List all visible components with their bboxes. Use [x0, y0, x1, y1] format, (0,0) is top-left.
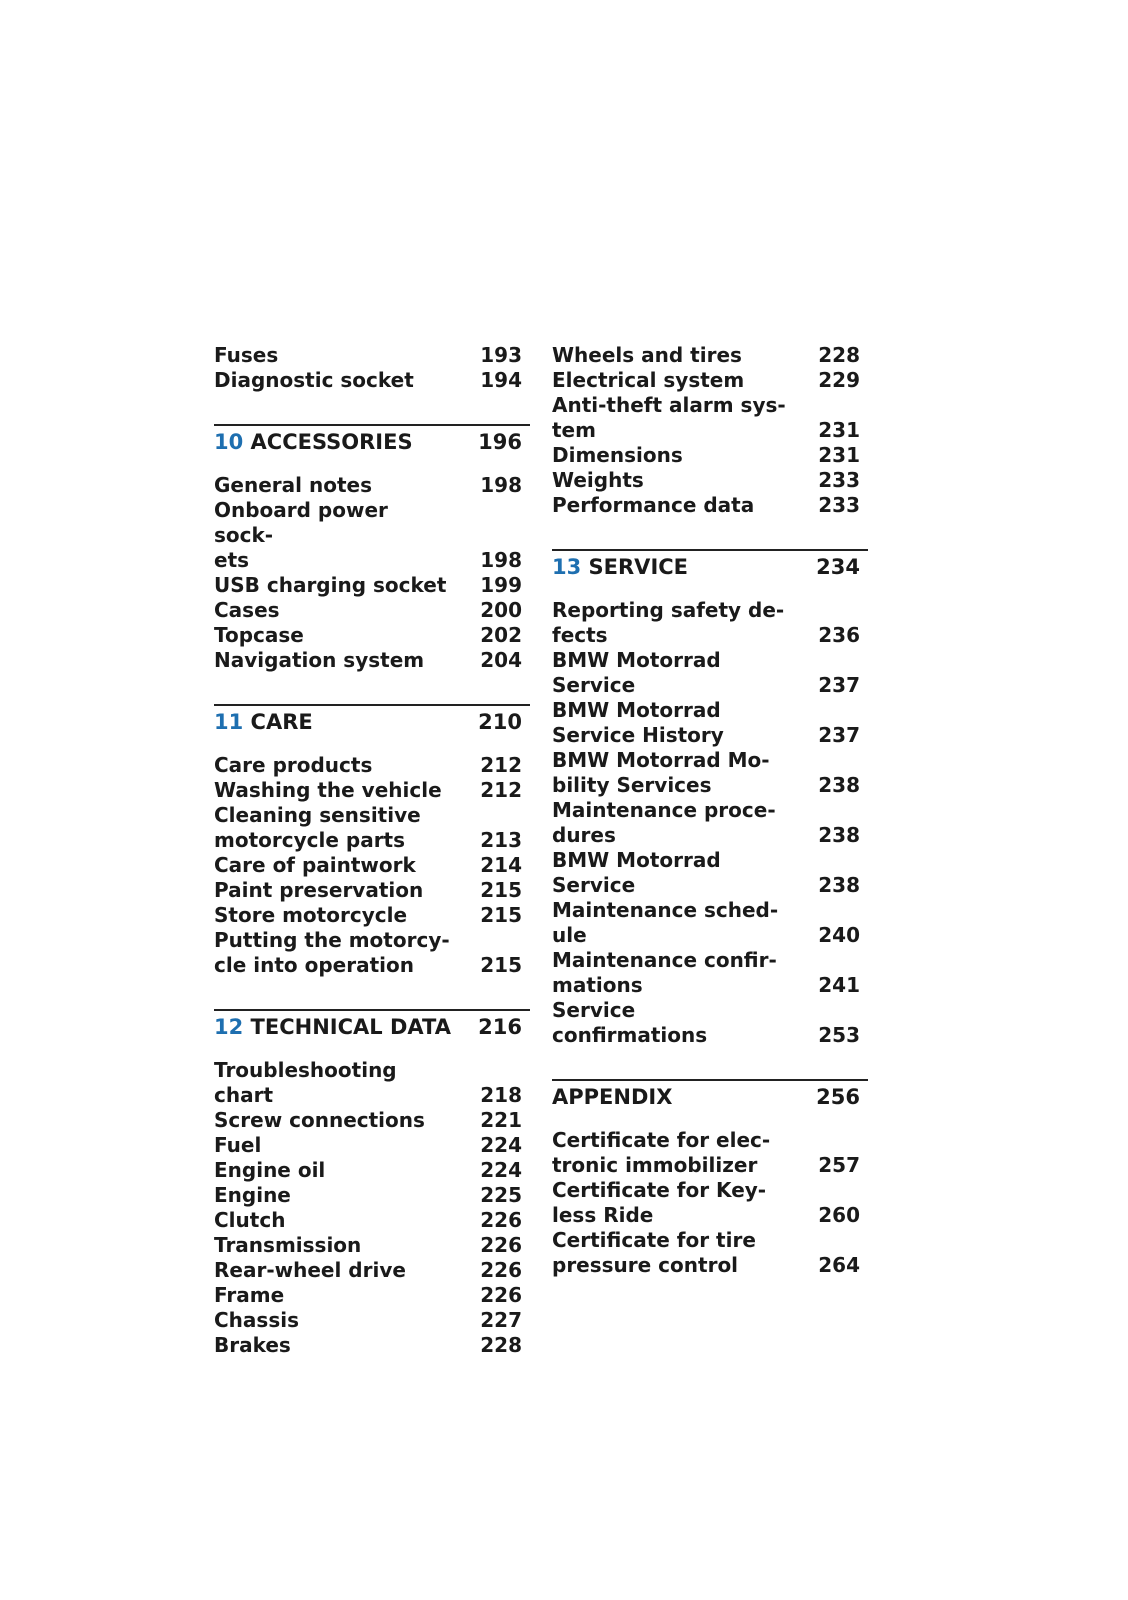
section-page: 196: [478, 430, 522, 454]
toc-entry-title: Certificate for tire pressure control: [552, 1228, 756, 1277]
toc-entry-title: Performance data: [552, 493, 755, 517]
toc-entry[interactable]: [552, 393, 868, 443]
toc-entry-title: Topcase: [214, 623, 304, 647]
toc-entry-page: 202: [480, 623, 522, 647]
toc-entry-page: 226: [480, 1233, 522, 1257]
toc-entry[interactable]: [552, 648, 868, 698]
toc-section-heading[interactable]: [552, 549, 868, 581]
toc-entry-title: Washing the vehicle: [214, 778, 442, 802]
toc-entry-page: 225: [480, 1183, 522, 1207]
toc-entry-title: Diagnostic socket: [214, 368, 414, 392]
toc-entry-title: Screw connections: [214, 1108, 425, 1132]
toc-entry[interactable]: [214, 368, 530, 393]
toc-entry-page: 231: [818, 443, 860, 467]
toc-entry[interactable]: [214, 778, 530, 803]
toc-entry-page: 237: [818, 723, 860, 747]
toc-entry-title: Chassis: [214, 1308, 299, 1332]
toc-entry[interactable]: [214, 648, 530, 673]
section-page: 216: [478, 1015, 522, 1039]
toc-entry-title: BMW Motorrad Service: [552, 848, 721, 897]
toc-entry-title: Anti-theft alarm sys- tem: [552, 393, 786, 442]
toc-entry[interactable]: [552, 493, 868, 518]
toc-entry[interactable]: [214, 803, 530, 853]
toc-entry-title: Fuses: [214, 343, 279, 367]
toc-entry[interactable]: [552, 1228, 868, 1278]
section-page: 210: [478, 710, 522, 734]
toc-entry-title: Rear-wheel drive: [214, 1258, 406, 1282]
toc-entry[interactable]: [552, 848, 868, 898]
toc-entry-title: BMW Motorrad Service History: [552, 698, 724, 747]
toc-entry-title: Care products: [214, 753, 373, 777]
toc-entry[interactable]: [214, 1283, 530, 1308]
toc-entry-title: Maintenance sched- ule: [552, 898, 779, 947]
toc-entry-page: 226: [480, 1208, 522, 1232]
toc-entry-title: Cases: [214, 598, 280, 622]
toc-entry-page: 233: [818, 493, 860, 517]
toc-entry-page: 212: [480, 753, 522, 777]
toc-entry-title: Reporting safety de- fects: [552, 598, 785, 647]
toc-entry[interactable]: [214, 473, 530, 498]
toc-entry[interactable]: [214, 1333, 530, 1358]
toc-entry-title: General notes: [214, 473, 372, 497]
toc-entry-page: 229: [818, 368, 860, 392]
toc-entry[interactable]: [552, 748, 868, 798]
toc-entry-page: 241: [818, 973, 860, 997]
toc-entry[interactable]: [214, 1258, 530, 1283]
section-name: CARE: [250, 710, 313, 734]
toc-entry-title: Maintenance proce- dures: [552, 798, 776, 847]
toc-entry-page: 224: [480, 1133, 522, 1157]
toc-entry-page: 238: [818, 773, 860, 797]
toc-entry[interactable]: [214, 1058, 530, 1108]
toc-entry-title: Engine: [214, 1183, 291, 1207]
section-name: SERVICE: [588, 555, 689, 579]
toc-entry-title: Weights: [552, 468, 644, 492]
section-number: 11: [214, 710, 244, 734]
toc-entry-page: 212: [480, 778, 522, 802]
toc-entry-title: Dimensions: [552, 443, 683, 467]
toc-entry-title: USB charging socket: [214, 573, 447, 597]
toc-entry[interactable]: [552, 948, 868, 998]
toc-entry-page: 224: [480, 1158, 522, 1182]
toc-entry[interactable]: [214, 853, 530, 878]
toc-entry[interactable]: [214, 878, 530, 903]
toc-entry[interactable]: [552, 1128, 868, 1178]
toc-entry-page: 214: [480, 853, 522, 877]
toc-entry-title: Navigation system: [214, 648, 425, 672]
toc-entry[interactable]: [214, 598, 530, 623]
section-page: 234: [816, 555, 860, 579]
toc-entry[interactable]: [214, 753, 530, 778]
toc-entry-title: Care of paintwork: [214, 853, 416, 877]
toc-entry-page: 215: [480, 953, 522, 977]
toc-entry[interactable]: [552, 798, 868, 848]
toc-entry[interactable]: [552, 698, 868, 748]
toc-entry-page: 238: [818, 823, 860, 847]
toc-entry[interactable]: [214, 1308, 530, 1333]
toc-entry-page: 198: [480, 473, 522, 497]
toc-entry-page: 194: [480, 368, 522, 392]
toc-entry-page: 215: [480, 878, 522, 902]
toc-entry[interactable]: [552, 1178, 868, 1228]
toc-entry[interactable]: [214, 498, 530, 573]
toc-entry-page: 238: [818, 873, 860, 897]
toc-entry[interactable]: [214, 623, 530, 648]
toc-entry-page: 233: [818, 468, 860, 492]
toc-entry-page: 198: [480, 548, 522, 572]
toc-entry-title: BMW Motorrad Service: [552, 648, 721, 697]
toc-entry[interactable]: [214, 573, 530, 598]
toc-entry-title: Brakes: [214, 1333, 291, 1357]
toc-entry[interactable]: [552, 368, 868, 393]
toc-entry-title: Service confirmations: [552, 998, 708, 1047]
toc-entry[interactable]: [552, 443, 868, 468]
toc-entry-page: 193: [480, 343, 522, 367]
toc-entry-page: 199: [480, 573, 522, 597]
toc-entry-title: Paint preservation: [214, 878, 424, 902]
toc-entry[interactable]: [552, 998, 868, 1048]
toc-entry[interactable]: [214, 1183, 530, 1208]
section-name: TECHNICAL DATA: [250, 1015, 451, 1039]
toc-entry-page: 240: [818, 923, 860, 947]
toc-entry[interactable]: [552, 598, 868, 648]
toc-entry-page: 213: [480, 828, 522, 852]
toc-section-heading[interactable]: [214, 704, 530, 736]
toc-entry[interactable]: [214, 1108, 530, 1133]
section-page: 256: [816, 1085, 860, 1109]
toc-entry[interactable]: [214, 928, 530, 978]
toc-entry-page: 231: [818, 418, 860, 442]
toc-entry-title: Cleaning sensitive motorcycle parts: [214, 803, 421, 852]
toc-entry-title: Putting the motorcy- cle into operation: [214, 928, 450, 977]
toc-entry-page: 218: [480, 1083, 522, 1107]
toc-entry-title: Wheels and tires: [552, 343, 742, 367]
toc-entry-page: 221: [480, 1108, 522, 1132]
toc-entry[interactable]: [552, 343, 868, 368]
toc-entry-title: Certificate for elec- tronic immobilizer: [552, 1128, 771, 1177]
toc-entry-page: 226: [480, 1283, 522, 1307]
toc-entry-page: 237: [818, 673, 860, 697]
toc-entry[interactable]: [214, 903, 530, 928]
toc-entry-title: Electrical system: [552, 368, 745, 392]
section-number: 13: [552, 555, 582, 579]
toc-entry-title: Troubleshooting chart: [214, 1058, 397, 1107]
toc-section-heading[interactable]: [214, 424, 530, 456]
toc-entry-page: 228: [480, 1333, 522, 1357]
section-name: ACCESSORIES: [250, 430, 413, 454]
toc-entry-title: Certificate for Key- less Ride: [552, 1178, 767, 1227]
toc-entry-title: Store motorcycle: [214, 903, 408, 927]
toc-entry-title: Maintenance confir- mations: [552, 948, 777, 997]
toc-entry[interactable]: [214, 1208, 530, 1233]
toc-entry-page: 257: [818, 1153, 860, 1177]
toc-entry-page: 226: [480, 1258, 522, 1282]
toc-entry-page: 227: [480, 1308, 522, 1332]
section-name: APPENDIX: [552, 1085, 673, 1109]
toc-entry-title: BMW Motorrad Mo- bility Services: [552, 748, 770, 797]
toc-entry-title: Transmission: [214, 1233, 362, 1257]
toc-entry[interactable]: [214, 1233, 530, 1258]
toc-entry-page: 228: [818, 343, 860, 367]
toc-entry[interactable]: [214, 343, 530, 368]
toc-column-left: [214, 343, 530, 1358]
section-number: 10: [214, 430, 244, 454]
toc-entry-title: Frame: [214, 1283, 285, 1307]
toc-entry[interactable]: [552, 468, 868, 493]
toc-entry-page: 236: [818, 623, 860, 647]
toc-section-heading[interactable]: [214, 1009, 530, 1041]
toc-entry-page: 260: [818, 1203, 860, 1227]
toc-entry-title: Engine oil: [214, 1158, 326, 1182]
toc-entry-page: 215: [480, 903, 522, 927]
toc-entry-title: Clutch: [214, 1208, 286, 1232]
toc-entry-page: 253: [818, 1023, 860, 1047]
toc-entry-page: 264: [818, 1253, 860, 1277]
section-number: 12: [214, 1015, 244, 1039]
toc-section-heading[interactable]: [552, 1079, 868, 1111]
toc-entry[interactable]: [214, 1133, 530, 1158]
toc-entry-page: 200: [480, 598, 522, 622]
toc-entry[interactable]: [552, 898, 868, 948]
toc-entry-title: Onboard power sock- ets: [214, 498, 388, 572]
toc-entry-page: 204: [480, 648, 522, 672]
toc-column-right: [552, 343, 868, 1278]
toc-entry-title: Fuel: [214, 1133, 262, 1157]
toc-entry[interactable]: [214, 1158, 530, 1183]
